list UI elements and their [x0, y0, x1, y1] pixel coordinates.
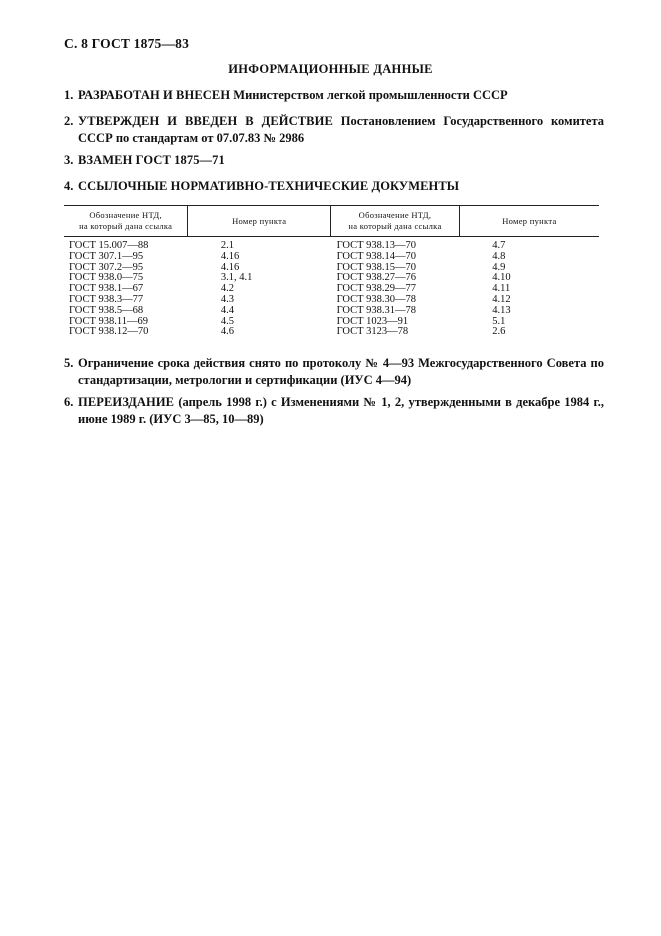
clause-cell: 4.12 — [492, 293, 511, 305]
doc-cell: ГОСТ 307.2—95 — [69, 261, 144, 273]
info-item-4 — [64, 178, 604, 195]
header-doc-designation-right: Обозначение НТД, на который дана ссылка — [331, 206, 460, 237]
references-table — [64, 205, 599, 338]
table-row — [64, 295, 599, 306]
doc-cell: ГОСТ 1023—91 — [336, 315, 409, 327]
clause-cell: 4.8 — [492, 250, 506, 262]
header-clause-number-left: Номер пункта — [188, 206, 331, 237]
item-number: 6. — [64, 395, 74, 409]
item-lead: УТВЕРЖДЕН И ВВЕДЕН В ДЕЙСТВИЕ — [78, 114, 333, 128]
doc-cell: ГОСТ 938.31—78 — [336, 304, 417, 316]
item-lead: ВЗАМЕН ГОСТ 1875—71 — [78, 153, 225, 167]
item-number: 5. — [64, 356, 74, 370]
info-item-6 — [64, 394, 604, 428]
table-row — [64, 273, 599, 284]
item-number: 4. — [64, 179, 74, 193]
info-item-3 — [64, 152, 604, 169]
document-title: ИНФОРМАЦИОННЫЕ ДАННЫЕ — [228, 62, 433, 76]
doc-cell: ГОСТ 938.0—75 — [69, 272, 144, 284]
table-row — [64, 263, 599, 274]
table-row — [64, 284, 599, 295]
doc-cell: ГОСТ 938.3—77 — [69, 293, 144, 305]
doc-cell: ГОСТ 3123—78 — [336, 326, 409, 338]
doc-cell: ГОСТ 938.11—69 — [69, 315, 149, 327]
item-text: (апрель 1998 г.) с Изменениями № 1, 2, утвержденными в декабре 1984 г., июне 1989 г. (ИУС 3—85, 10—89) — [78, 395, 604, 426]
clause-cell: 5.1 — [492, 315, 506, 327]
item-text: Ограничение срока действия снято по протоколу № 4—93 Межгосударственного Совета по стандартизации, метрологии и сертификации (ИУС 4—94) — [78, 356, 604, 387]
table-header-row — [64, 206, 599, 237]
clause-cell: 4.6 — [220, 326, 234, 338]
doc-cell: ГОСТ 938.29—77 — [336, 283, 417, 295]
doc-cell: ГОСТ 938.30—78 — [336, 293, 417, 305]
item-lead: ПЕРЕИЗДАНИЕ — [78, 395, 175, 409]
item-number: 2. — [64, 114, 74, 128]
clause-cell: 4.16 — [220, 261, 240, 273]
doc-cell: ГОСТ 15.007—88 — [69, 240, 149, 251]
clause-cell: 4.3 — [220, 293, 234, 305]
doc-cell: ГОСТ 938.15—70 — [336, 261, 417, 273]
item-number: 1. — [64, 88, 74, 102]
item-text: Постановлением Государственного комитета СССР по стандартам от 07.07.83 № 2986 — [78, 114, 605, 145]
clause-cell: 4.16 — [220, 250, 240, 262]
doc-cell: ГОСТ 938.1—67 — [69, 283, 144, 295]
clause-cell: 4.2 — [220, 283, 234, 295]
clause-cell: 2.6 — [492, 326, 506, 338]
info-item-1 — [64, 87, 604, 104]
doc-cell: ГОСТ 938.27—76 — [336, 272, 417, 284]
doc-cell: ГОСТ 938.14—70 — [336, 250, 417, 262]
header-doc-designation-left: Обозначение НТД, на который дана ссылка — [64, 206, 188, 237]
clause-cell: 2.1 — [220, 240, 234, 251]
info-item-5 — [64, 355, 604, 389]
doc-cell: ГОСТ 938.12—70 — [69, 326, 149, 338]
table-row — [64, 327, 599, 338]
clause-cell: 4.11 — [492, 283, 511, 295]
item-number: 3. — [64, 153, 74, 167]
clause-cell: 3.1, 4.1 — [220, 272, 253, 284]
clause-cell: 4.10 — [492, 272, 511, 284]
clause-cell: 4.13 — [492, 304, 511, 316]
page-header: С. 8 ГОСТ 1875—83 — [64, 36, 190, 51]
clause-cell: 4.7 — [492, 240, 506, 251]
header-clause-number-right: Номер пункта — [459, 206, 599, 237]
doc-cell: ГОСТ 938.5—68 — [69, 304, 144, 316]
table-row — [64, 237, 599, 252]
clause-cell: 4.4 — [220, 304, 234, 316]
doc-cell: ГОСТ 938.13—70 — [336, 240, 417, 251]
item-text: Министерством легкой промышленности СССР — [230, 88, 508, 102]
table-row — [64, 306, 599, 317]
clause-cell: 4.5 — [220, 315, 234, 327]
item-lead: РАЗРАБОТАН И ВНЕСЕН — [78, 88, 231, 102]
info-item-2 — [64, 113, 604, 147]
item-lead: ССЫЛОЧНЫЕ НОРМАТИВНО-ТЕХНИЧЕСКИЕ ДОКУМЕНТЫ — [78, 179, 460, 193]
table-row — [64, 252, 599, 263]
doc-cell: ГОСТ 307.1—95 — [69, 250, 144, 262]
clause-cell: 4.9 — [492, 261, 506, 273]
